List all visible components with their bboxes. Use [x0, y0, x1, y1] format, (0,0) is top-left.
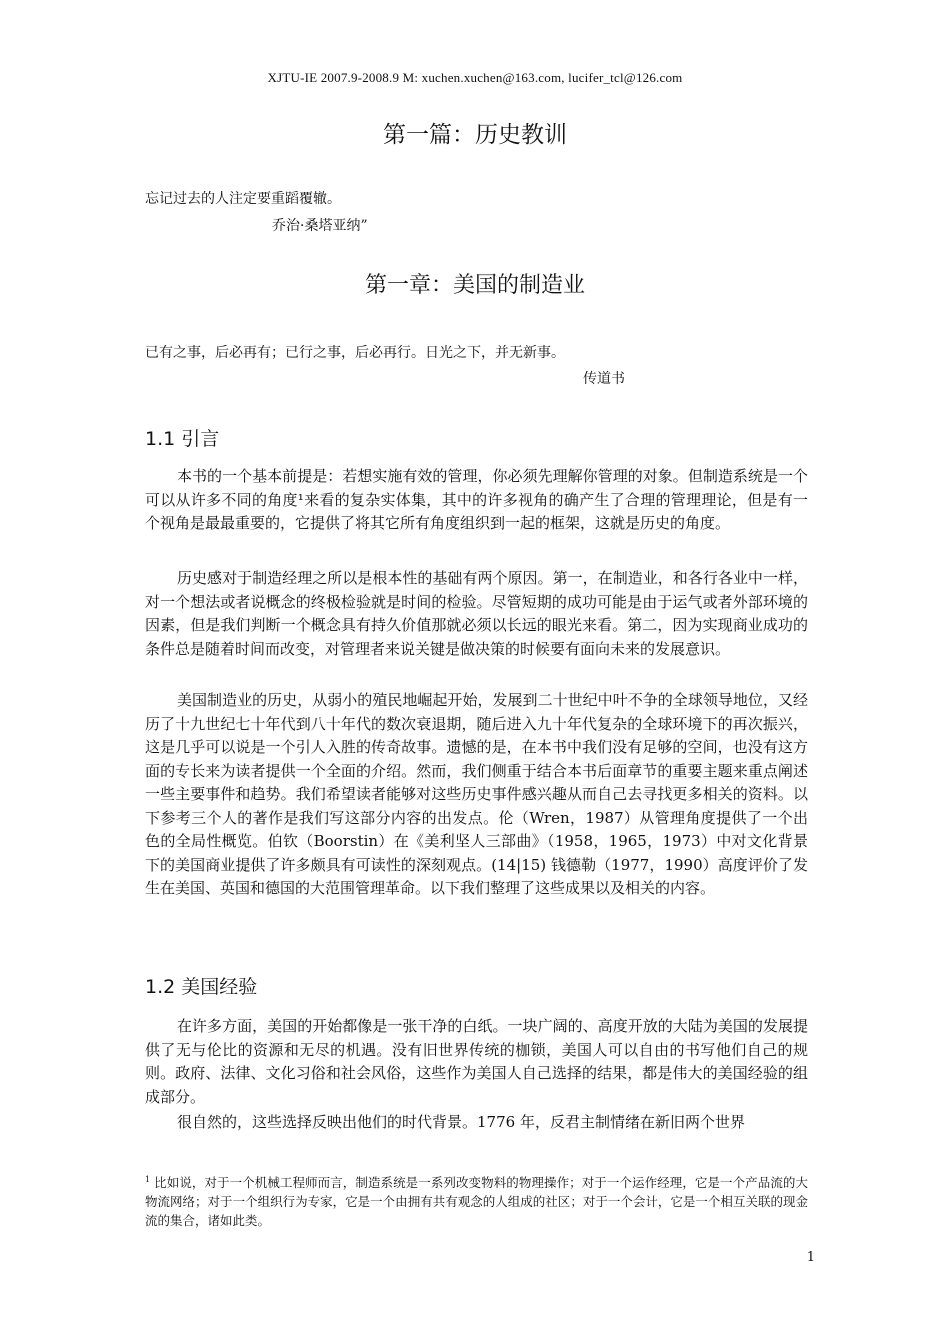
part-title: 第一篇：历史教训	[383, 122, 567, 148]
paragraph: 在许多方面，美国的开始都像是一张干净的白纸。一块广阔的、高度开放的大陆为美国的发展提供了无与伦比的资源和无尽的机遇。没有旧世界传统的枷锁，美国人可以自由的书写他们自己的规则。政府、法律、文化习俗和社会风俗，这些作为美国人自己选择的结果，都是伟大的美国经验的组成部分。	[145, 1017, 808, 1106]
section-title-intro: 1.1 引言	[145, 428, 220, 450]
epigraph-attribution-1: 乔治·桑塔亚纳”	[272, 218, 368, 234]
page-number: 1	[806, 1250, 815, 1265]
paragraph: 历史感对于制造经理之所以是根本性的基础有两个原因。第一，在制造业，和各行各业中一样，对一个想法或者说概念的终极检验就是时间的检验。尽管短期的成功可能是由于运气或者外部环境的因素，但是我们判断一个概念具有持久价值那就必须以长远的眼光来看。第二，因为实现商业成功的条件总是随着时间而改变，对管理者来说关键是做决策的时候要有面向未来的发展意识。	[145, 569, 808, 658]
footnote-text: 比如说，对于一个机械工程师而言，制造系统是一系列改变物料的物理操作；对于一个运作经理，它是一个产品流的大物流网络；对于一个组织行为专家，它是一个由拥有共有观念的人组成的社区；对于一个会计，它是一个相互关联的现金流的集合，诸如此类。	[145, 1175, 808, 1229]
epigraph-quote-2: 已有之事，后必再有；已行之事，后必再行。日光之下，并无新事。	[145, 345, 565, 361]
chapter-title: 第一章：美国的制造业	[364, 273, 585, 298]
page-header: XJTU-IE 2007.9-2008.9 M: xuchen.xuchen@163.com, lucifer_tcl@126.com	[267, 70, 683, 85]
section-title-american-experience: 1.2 美国经验	[145, 976, 258, 998]
paragraph: 美国制造业的历史，从弱小的殖民地崛起开始，发展到二十世纪中叶不争的全球领导地位，又经历了十九世纪七十年代到八十年代的数次衰退期，随后进入九十年代复杂的全球环境下的再次振兴，这是几乎可以说是一个引人入胜的传奇故事。遗憾的是，在本书中我们没有足够的空间，也没有这方面的专长来为读者提供一个全面的介绍。然而，我们侧重于结合本书后面章节的重要主题来重点阐述一些主要事件和趋势。我们希望读者能够对这些历史事件感兴趣从而自己去寻找更多相关的资料。以下参考三个人的著作是我们写这部分内容的出发点。伦（Wren，1987）从管理角度提供了一个出色的全局性概览。伯钦（Boorstin）在《美利坚人三部曲》（1958，1965，1973）中对文化背景下的美国商业提供了许多颇具有可读性的深刻观点。(14|15) 钱德勒（1977，1990）高度评价了发生在美国、英国和德国的大范围管理革命。以下我们整理了这些成果以及相关的内容。	[145, 691, 808, 897]
footnote-marker: 1	[145, 1175, 151, 1184]
paragraph: 很自然的，这些选择反映出他们的时代背景。1776 年，反君主制情绪在新旧两个世界	[177, 1113, 745, 1131]
epigraph-attribution-2: 传道书	[583, 371, 625, 387]
paragraph: 本书的一个基本前提是：若想实施有效的管理，你必须先理解你管理的对象。但制造系统是一个可以从许多不同的角度¹来看的复杂实体集，其中的许多视角的确产生了合理的管理理论，但是有一个视角是最最重要的，它提供了将其它所有角度组织到一起的框架，这就是历史的角度。	[145, 467, 808, 532]
epigraph-quote-1: 忘记过去的人注定要重蹈覆辙。	[145, 191, 341, 207]
footnote	[145, 1170, 808, 1230]
